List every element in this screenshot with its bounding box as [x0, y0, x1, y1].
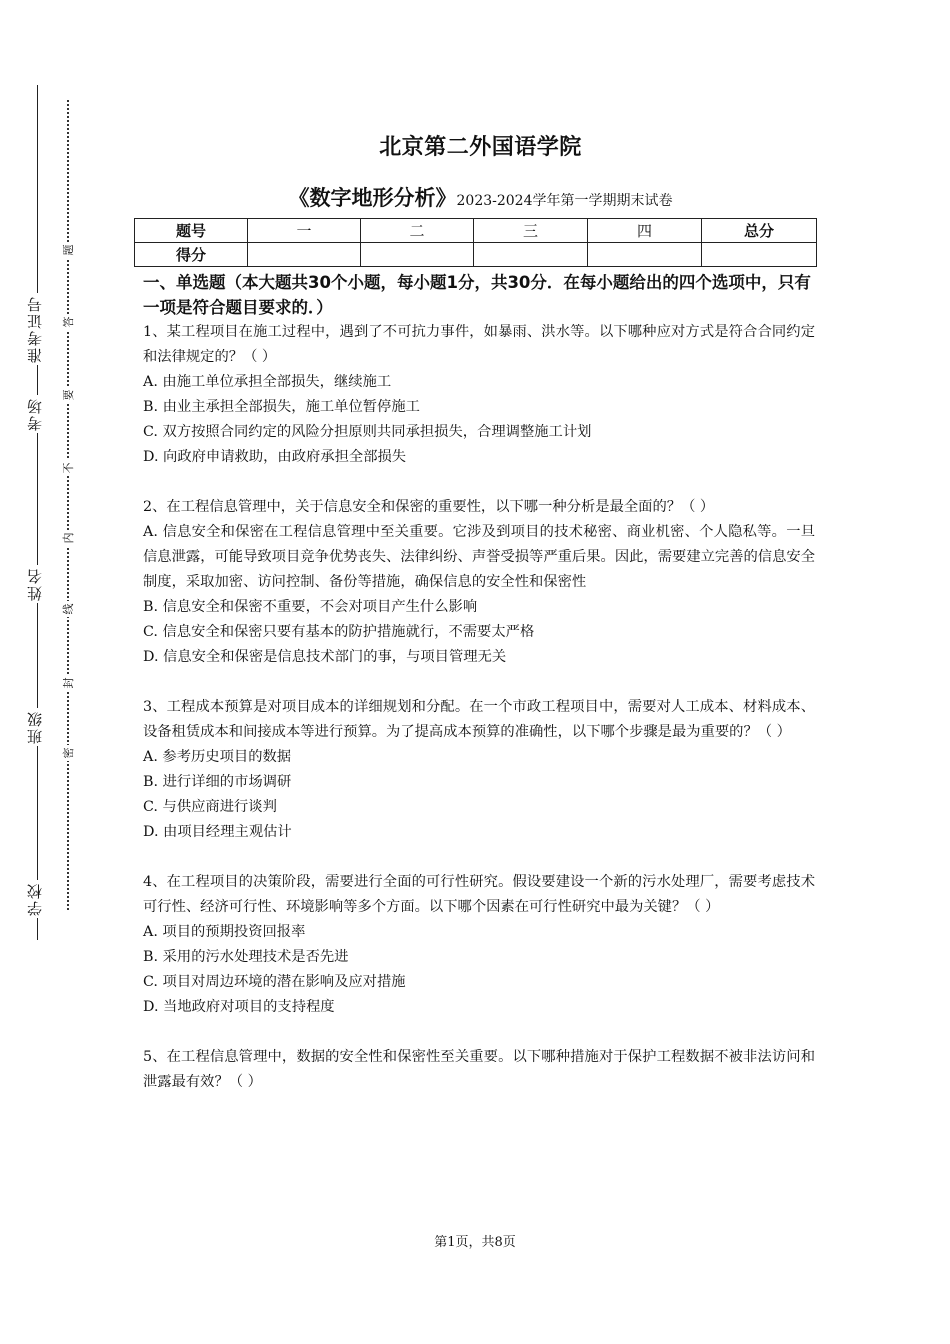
seal-dotted-line	[67, 100, 69, 910]
score-col-2: 二	[361, 219, 474, 243]
seal-char: 要	[60, 387, 76, 403]
question-stem: 5、在工程信息管理中，数据的安全性和保密性至关重要。以下哪种措施对于保护工程数据不被非法访问和泄露最有效？（ ）	[143, 1049, 815, 1090]
section-heading: 一、单选题（本大题共30个小题，每小题1分，共30分．在每小题给出的四个选项中，只有一项是符合题目要求的．）	[143, 273, 811, 317]
score-cell[interactable]	[248, 243, 361, 267]
score-col-1: 一	[248, 219, 361, 243]
score-label-question-no: 题号	[135, 219, 248, 243]
field-name	[18, 565, 50, 625]
question-3	[143, 695, 815, 845]
option-c: C. 信息安全和保密只要有基本的防护措施就行，不需要太严格	[143, 624, 535, 640]
field-class-label: 班级	[25, 710, 44, 744]
page-footer: 第1页，共8页	[434, 1235, 516, 1250]
option-b: B. 由业主承担全部损失，施工单位暂停施工	[143, 399, 420, 415]
seal-char: 不	[60, 460, 76, 476]
field-class	[18, 708, 50, 768]
school-name: 北京第二外国语学院	[379, 135, 582, 160]
score-col-4: 四	[588, 219, 702, 243]
question-list	[143, 320, 815, 1120]
score-cell[interactable]	[588, 243, 702, 267]
field-name-label: 姓名	[25, 567, 44, 601]
field-exam-id-label: 准考证号	[25, 295, 44, 363]
option-d: D. 当地政府对项目的支持程度	[143, 999, 335, 1015]
score-table-score-row	[135, 243, 817, 267]
field-exam-room	[18, 395, 50, 475]
option-c: C. 双方按照合同约定的风险分担原则共同承担损失，合理调整施工计划	[143, 424, 592, 440]
option-b: B. 信息安全和保密不重要，不会对项目产生什么影响	[143, 599, 478, 615]
option-b: B. 进行详细的市场调研	[143, 774, 292, 790]
score-cell[interactable]	[361, 243, 474, 267]
question-2	[143, 495, 815, 670]
score-label-score: 得分	[135, 243, 248, 267]
option-b: B. 采用的污水处理技术是否先进	[143, 949, 349, 965]
question-5	[143, 1045, 815, 1095]
field-school-label: 学校	[25, 882, 44, 916]
field-school	[18, 880, 50, 940]
option-a: A. 信息安全和保密在工程信息管理中至关重要。它涉及到项目的技术秘密、商业机密、个人隐私等。一旦信息泄露，可能导致项目竞争优势丧失、法律纠纷、声誉受损等严重后果。因此，需要建立完善的信息安全制度，采取加密、访问控制、备份等措施，确保信息的安全性和保密性	[143, 524, 815, 590]
question-stem: 1、某工程项目在施工过程中，遇到了不可抗力事件，如暴雨、洪水等。以下哪种应对方式是符合合同约定和法律规定的？（ ）	[143, 324, 815, 365]
field-exam-id	[18, 85, 50, 365]
question-stem: 4、在工程项目的决策阶段，需要进行全面的可行性研究。假设要建设一个新的污水处理厂，需要考虑技术可行性、经济可行性、环境影响等多个方面。以下哪个因素在可行性研究中最为关键？（ ）	[143, 874, 815, 915]
question-4	[143, 870, 815, 1020]
option-a: A. 参考历史项目的数据	[143, 749, 292, 765]
exam-term: 2023-2024学年第一学期期末试卷	[456, 193, 673, 209]
question-stem: 3、工程成本预算是对项目成本的详细规划和分配。在一个市政工程项目中，需要对人工成本、材料成本、设备租赁成本和间接成本等进行预算。为了提高成本预算的准确性，以下哪个步骤是最为重要的？（ ）	[143, 699, 815, 740]
field-exam-room-label: 考场	[25, 397, 44, 431]
option-a: A. 由施工单位承担全部损失，继续施工	[143, 374, 392, 390]
option-a: A. 项目的预期投资回报率	[143, 924, 306, 940]
seal-char: 内	[60, 530, 76, 546]
option-c: C. 与供应商进行谈判	[143, 799, 277, 815]
option-c: C. 项目对周边环境的潜在影响及应对措施	[143, 974, 406, 990]
exam-title	[143, 182, 818, 212]
seal-char: 答	[60, 314, 76, 330]
option-d: D. 向政府申请救助，由政府承担全部损失	[143, 449, 407, 465]
seal-char: 密	[60, 745, 76, 761]
option-d: D. 信息安全和保密是信息技术部门的事，与项目管理无关	[143, 649, 507, 665]
score-cell[interactable]	[702, 243, 817, 267]
score-col-3: 三	[474, 219, 588, 243]
course-name: 《数字地形分析》	[288, 186, 457, 210]
score-table-header-row	[135, 219, 817, 243]
seal-char: 线	[60, 601, 76, 617]
score-table	[134, 218, 817, 267]
seal-char: 封	[60, 675, 76, 691]
seal-char: 题	[60, 242, 76, 258]
option-d: D. 由项目经理主观估计	[143, 824, 292, 840]
question-1	[143, 320, 815, 470]
score-cell[interactable]	[474, 243, 588, 267]
score-col-total: 总分	[702, 219, 817, 243]
question-stem: 2、在工程信息管理中，关于信息安全和保密的重要性，以下哪一种分析是最全面的？（ ）	[143, 499, 715, 515]
